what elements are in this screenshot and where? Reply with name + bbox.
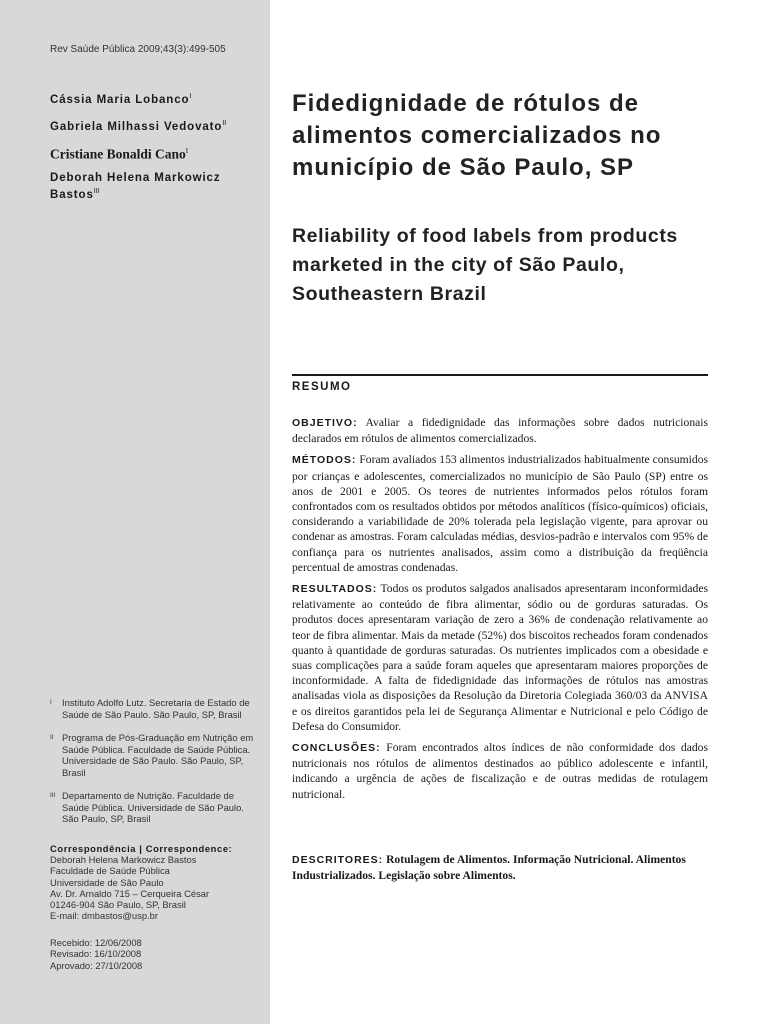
- author-name: Gabriela Milhassi Vedovato$^{II}$: [50, 119, 227, 133]
- correspondence-line: Av. Dr. Arnaldo 715 – Cerqueira César: [50, 887, 210, 899]
- correspondence-label: Correspondência | Correspondence:: [50, 843, 233, 854]
- keywords: DESCRITORES: Rotulagem de Alimentos. Informação Nutricional. Alimentos Industrializados. Legislação sobre Alimentos.: [292, 853, 686, 883]
- correspondence-line: Faculdade de Saúde Pública: [50, 865, 170, 877]
- date-approved: Aprovado: 27/10/2008: [50, 959, 143, 971]
- article-title-portuguese: Fidedignidade de rótulos de alimentos comercializados no município de São Paulo, SP: [292, 90, 662, 181]
- date-revised: Revisado: 16/10/2008: [50, 948, 142, 960]
- correspondence: [50, 843, 255, 921]
- abstract-conclusions: CONCLUSÕES: Foram encontrados altos índices de não conformidade dos dados nutricionais nos rótulos de alimentos destinados ao público adolescente e infantil, indicando a urgência de ações de fiscalização e de outras medidas de rotulagem nutricional.: [292, 741, 708, 801]
- submission-dates: [50, 937, 255, 971]
- author-list: [50, 90, 255, 212]
- section-divider: [292, 374, 708, 376]
- author-name: Cássia Maria Lobanco$^I$: [50, 93, 192, 106]
- abstract-heading: RESUMO: [292, 381, 352, 393]
- author-name: Deborah Helena Markowicz Bastos$^{III}$: [50, 172, 221, 201]
- journal-reference: Rev Saúde Pública 2009;43(3):499-505: [50, 44, 226, 55]
- article-title-english: Reliability of food labels from products marketed in the city of São Paulo, Southeastern Brazil: [292, 225, 678, 305]
- affiliations: [50, 697, 255, 837]
- affiliation-item: III Departamento de Nutrição. Faculdade de Saúde Pública. Universidade de São Paulo. São Paulo, SP, Brasil: [50, 790, 244, 824]
- abstract-methods: MÉTODOS: Foram avaliados 153 alimentos industrializados habitualmente consumidos por crianças e adolescentes, comercializados no município de São Paulo (SP) entre os anos de 2001 e 2005. Os teores de nutrientes informados pelos rótulos foram confrontados com os resultados obtidos por métodos analíticos (físico-químicos) oficiais, considerando a variabilidade de 20% tolerada pela legislação vigente, para aprovar ou condenar as amostras. Foram calculadas médias, desvios-padrão e intervalos com 95% de confiança para os nutrientes analisados, assim como a distribuição da freqüência percentual de amostras condenadas.: [292, 453, 709, 574]
- correspondence-line: Deborah Helena Markowicz Bastos: [50, 854, 197, 866]
- abstract-objective: OBJETIVO: Avaliar a fidedignidade das informações sobre dados nutricionais declarados em rótulos de alimentos comercializados.: [292, 416, 708, 446]
- affiliation-item: I Instituto Adolfo Lutz. Secretaria de Estado de Saúde de São Paulo. São Paulo, SP, Brasil: [50, 697, 250, 720]
- author-name: Cristiane Bonaldi Cano$^I$: [50, 146, 189, 162]
- correspondence-line: 01246-904 São Paulo, SP, Brasil: [50, 899, 186, 911]
- correspondence-line: Universidade de São Paulo: [50, 876, 164, 888]
- abstract-body: [292, 415, 708, 808]
- abstract-results: RESULTADOS: Todos os produtos salgados analisados apresentaram inconformidades relativamente ao conteúdo de fibra alimentar, sódio ou de gorduras saturadas. Os produtos doces apresentaram variação de zero a 36% de condenação relativamente ao teor de fibra alimentar. Mais da metade (52%) dos biscoitos recheados foram condenados quanto à quantidade de gorduras saturadas. Os nutrientes implicados com a obesidade e suas complicações para a saúde foram aqueles que apresentaram maiores proporções de inconformidade. A falta de fidedignidade das informações de rótulos nas amostras analisadas viola as disposições da Resolução da Diretoria Colegiada 360/03 da ANVISA e os direitos garantidos pela lei de Segurança Alimentar e Nutricional e pelo Código de Defesa do Consumidor.: [292, 582, 708, 733]
- date-received: Recebido: 12/06/2008: [50, 937, 142, 948]
- affiliation-item: II Programa de Pós-Graduação em Nutrição em Saúde Pública. Faculdade de Saúde Pública. Universidade de São Paulo. São Paulo, SP, Brasil: [50, 732, 254, 778]
- correspondence-email: E-mail: dmbastos@usp.br: [50, 910, 158, 922]
